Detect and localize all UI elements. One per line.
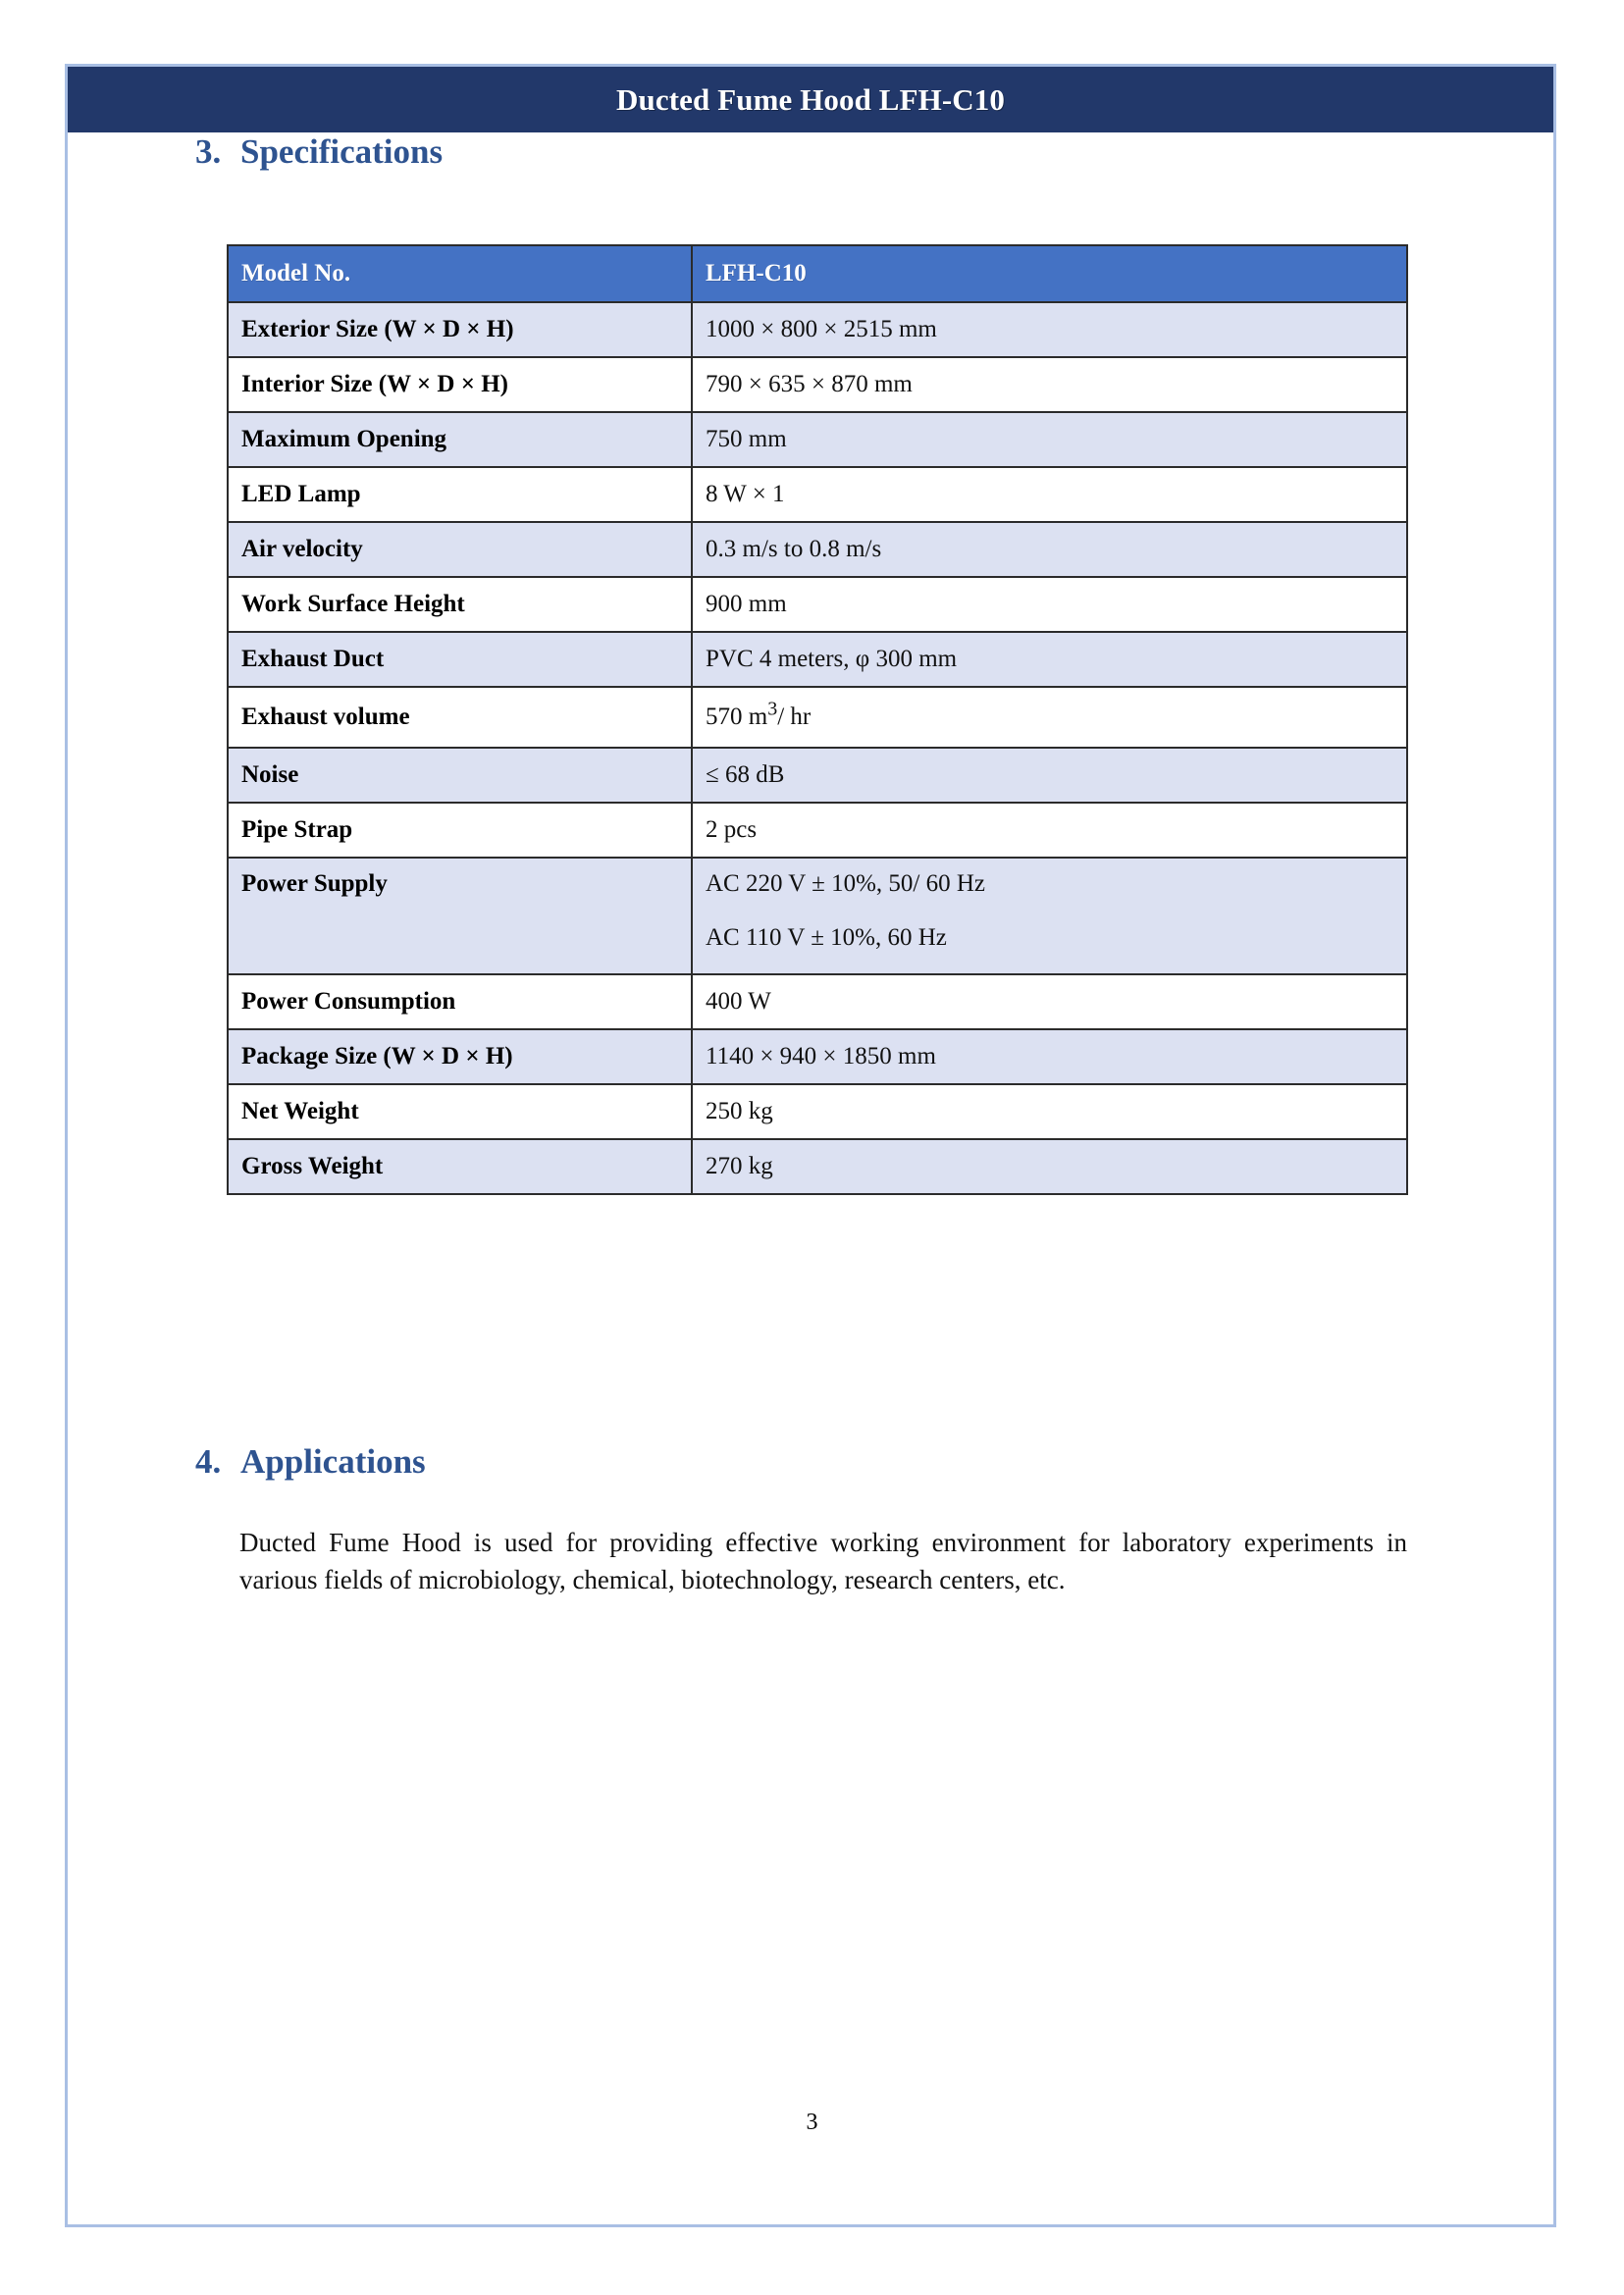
table-row	[228, 577, 1407, 632]
spec-value: 250 kg	[692, 1084, 1407, 1139]
power-supply-line-2: AC 110 V ± 10%, 60 Hz	[706, 924, 947, 951]
table-row	[228, 357, 1407, 412]
spec-value: 8 W × 1	[692, 467, 1407, 522]
spec-value: 400 W	[692, 974, 1407, 1029]
spec-key: Pipe Strap	[228, 803, 692, 858]
spec-key: Exhaust volume	[228, 687, 692, 748]
spec-value: ≤ 68 dB	[692, 748, 1407, 803]
table-header-value: LFH-C10	[692, 245, 1407, 302]
spec-key: Work Surface Height	[228, 577, 692, 632]
table-header-key: Model No.	[228, 245, 692, 302]
specifications-table	[227, 244, 1408, 1195]
table-row	[228, 974, 1407, 1029]
table-header-row	[228, 245, 1407, 302]
exhaust-volume-suffix: / hr	[777, 704, 812, 730]
spec-key: Net Weight	[228, 1084, 692, 1139]
page-number: 3	[806, 2110, 818, 2135]
spec-key: Maximum Opening	[228, 412, 692, 467]
section-heading-specifications	[195, 134, 443, 169]
table-row	[228, 858, 1407, 974]
spec-key: Package Size (W × D × H)	[228, 1029, 692, 1084]
spec-key: Power Supply	[228, 858, 692, 974]
table-row	[228, 522, 1407, 577]
banner-title: Ducted Fume Hood LFH-C10	[616, 81, 1005, 117]
spec-key: Air velocity	[228, 522, 692, 577]
spec-key: Noise	[228, 748, 692, 803]
spec-value: 1000 × 800 × 2515 mm	[692, 302, 1407, 357]
power-supply-line-1: AC 220 V ± 10%, 50/ 60 Hz	[706, 870, 986, 897]
spec-key: Exterior Size (W × D × H)	[228, 302, 692, 357]
table-row	[228, 412, 1407, 467]
spec-value: 1140 × 940 × 1850 mm	[692, 1029, 1407, 1084]
table-row	[228, 687, 1407, 748]
document-banner	[68, 67, 1553, 132]
table-row	[228, 1139, 1407, 1194]
spec-value-exhaust-volume	[692, 687, 1407, 748]
table-row	[228, 803, 1407, 858]
spec-value: 270 kg	[692, 1139, 1407, 1194]
table-row	[228, 748, 1407, 803]
spec-value: 0.3 m/s to 0.8 m/s	[692, 522, 1407, 577]
table-row	[228, 1084, 1407, 1139]
section-title-specifications: Specifications	[240, 132, 444, 171]
spec-value: 790 × 635 × 870 mm	[692, 357, 1407, 412]
spec-value: 900 mm	[692, 577, 1407, 632]
exhaust-volume-superscript: 3	[767, 698, 778, 720]
spec-value: 750 mm	[692, 412, 1407, 467]
specifications-table-body	[228, 302, 1407, 1194]
spec-key: Power Consumption	[228, 974, 692, 1029]
spec-key: Gross Weight	[228, 1139, 692, 1194]
applications-paragraph: Ducted Fume Hood is used for providing effective working environment for laboratory experiments in various fields of microbiology, chemical, biotechnology, research centers, etc.	[239, 1528, 1407, 1595]
spec-key: Exhaust Duct	[228, 632, 692, 687]
table-row	[228, 1029, 1407, 1084]
section-title-applications: Applications	[240, 1442, 426, 1481]
spec-value-power-supply	[692, 858, 1407, 974]
section-number-specifications: 3.	[195, 132, 222, 171]
table-row	[228, 302, 1407, 357]
section-number-applications: 4.	[195, 1442, 222, 1481]
spec-value: 2 pcs	[692, 803, 1407, 858]
section-heading-applications	[195, 1444, 426, 1479]
exhaust-volume-prefix: 570 m	[706, 704, 768, 730]
table-row	[228, 632, 1407, 687]
spec-key: Interior Size (W × D × H)	[228, 357, 692, 412]
table-row	[228, 467, 1407, 522]
spec-value: PVC 4 meters, φ 300 mm	[692, 632, 1407, 687]
spec-key: LED Lamp	[228, 467, 692, 522]
